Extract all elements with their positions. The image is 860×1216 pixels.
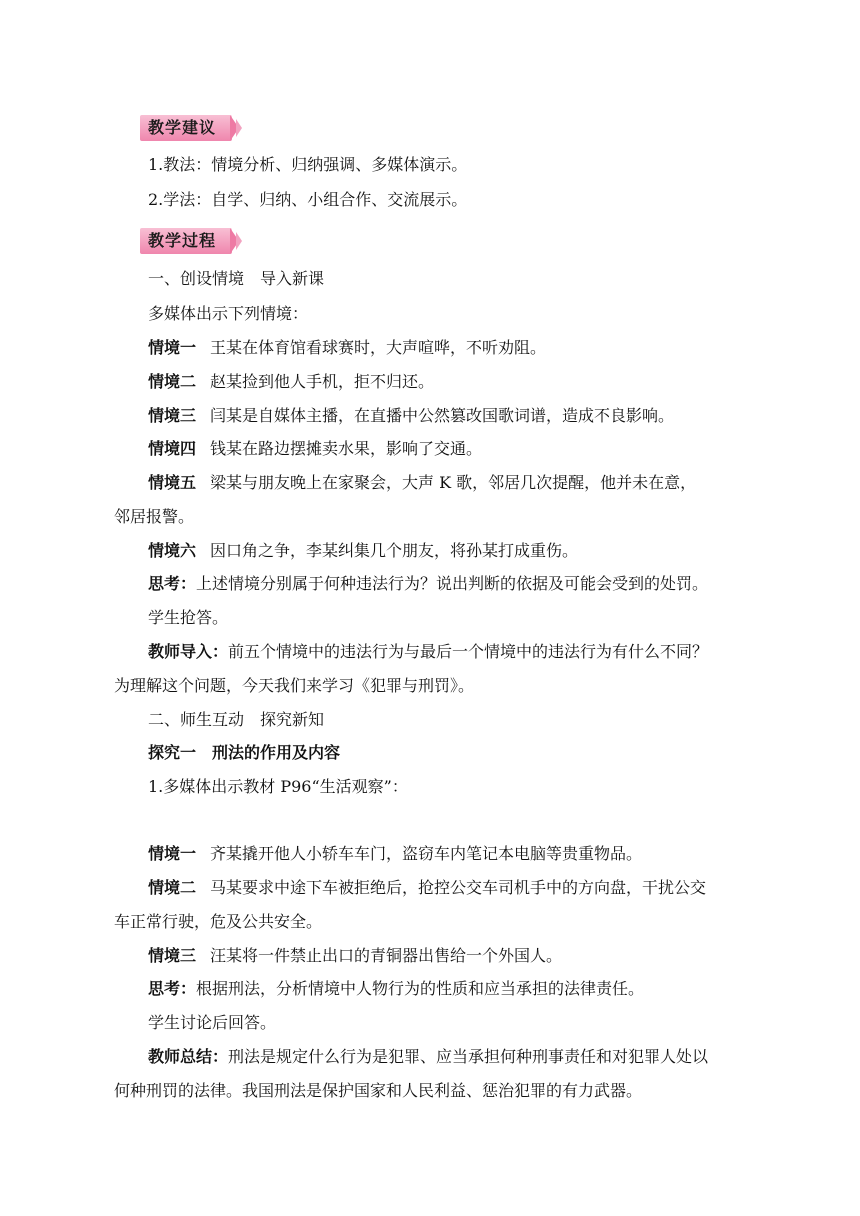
scenario-1: [148, 337, 546, 359]
section-title: 教学过程: [148, 231, 217, 250]
scenario-label: 情境一: [148, 844, 197, 863]
section-badge-process: [140, 228, 242, 254]
think-text: 根据刑法，分析情境中人物行为的性质和应当承担的法律责任。: [196, 979, 645, 998]
scenario-label: 情境三: [148, 946, 197, 965]
explore-title: 探究一 刑法的作用及内容: [148, 743, 341, 762]
scenario-3: [148, 405, 674, 427]
scenario-text: 闫某是自媒体主播，在直播中公然篡改国歌词谱，造成不良影响。: [210, 406, 675, 425]
scenario-label: 情境三: [148, 406, 197, 425]
think-label: 思考：: [148, 979, 197, 998]
part2-heading: 二、师生互动 探究新知: [148, 710, 325, 729]
scenario-text: 汪某将一件禁止出口的青铜器出售给一个外国人。: [210, 946, 563, 965]
scenario-5-continued: 邻居报警。: [114, 507, 195, 526]
teaching-method: 1.教法：情境分析、归纳强调、多媒体演示。: [148, 155, 468, 174]
teacher-summary-continued: 何种刑罚的法律。我国刑法是保护国家和人民利益、惩治犯罪的有力武器。: [114, 1081, 643, 1100]
teacher-intro-label: 教师导入：: [148, 642, 229, 661]
scenario-label: 情境四: [148, 439, 197, 458]
think-text: 上述情境分别属于何种违法行为？说出判断的依据及可能会受到的处罚。: [196, 574, 709, 593]
think-question-2: [148, 978, 644, 1000]
scenario-2: [148, 371, 434, 393]
explore-item-1: 1.多媒体出示教材 P96“生活观察”：: [148, 777, 408, 796]
teacher-summary: [148, 1046, 708, 1068]
scenario-text: 王某在体育馆看球赛时，大声喧哗，不听劝阻。: [210, 338, 547, 357]
learning-method: 2.学法：自学、归纳、小组合作、交流展示。: [148, 190, 468, 209]
badge-arrow-icon: [236, 232, 242, 250]
teacher-intro-continued: 为理解这个问题，今天我们来学习《犯罪与刑罚》。: [114, 676, 475, 695]
teacher-summary-label: 教师总结：: [148, 1047, 229, 1066]
scenario-text: 马某要求中途下车被拒绝后，抢控公交车司机手中的方向盘，干扰公交: [210, 878, 707, 897]
badge-arrow-icon: [236, 119, 242, 137]
student-answer: 学生抢答。: [148, 608, 229, 627]
case-1: [148, 843, 642, 865]
scenario-text: 齐某撬开他人小轿车车门，盗窃车内笔记本电脑等贵重物品。: [210, 844, 643, 863]
scenario-label: 情境六: [148, 541, 197, 560]
scenario-text: 钱某在路边摆摊卖水果，影响了交通。: [210, 439, 483, 458]
section-badge-suggestion: [140, 115, 242, 141]
part1-intro: 多媒体出示下列情境：: [148, 304, 309, 323]
scenario-label: 情境一: [148, 338, 197, 357]
scenario-label: 情境二: [148, 372, 197, 391]
section-title: 教学建议: [148, 118, 217, 137]
student-discussion: 学生讨论后回答。: [148, 1013, 277, 1032]
scenario-label: 情境二: [148, 878, 197, 897]
think-question: [148, 573, 708, 595]
teacher-intro: [148, 641, 708, 663]
case-2: [148, 877, 706, 899]
case-3: [148, 945, 562, 967]
teacher-intro-text: 前五个情境中的违法行为与最后一个情境中的违法行为有什么不同？: [228, 642, 709, 661]
scenario-text: 赵某捡到他人手机，拒不归还。: [210, 372, 435, 391]
scenario-text: 因口角之争，李某纠集几个朋友，将孙某打成重伤。: [210, 541, 579, 560]
scenario-4: [148, 438, 482, 460]
scenario-5: [148, 472, 696, 494]
part1-heading: 一、创设情境 导入新课: [148, 269, 325, 288]
scenario-text: 梁某与朋友晚上在家聚会，大声 K 歌，邻居几次提醒，他并未在意，: [210, 473, 697, 492]
think-label: 思考：: [148, 574, 197, 593]
case-2-continued: 车正常行驶，危及公共安全。: [114, 912, 323, 931]
teacher-summary-text: 刑法是规定什么行为是犯罪、应当承担何种刑事责任和对犯罪人处以: [228, 1047, 709, 1066]
scenario-6: [148, 540, 578, 562]
scenario-label: 情境五: [148, 473, 197, 492]
